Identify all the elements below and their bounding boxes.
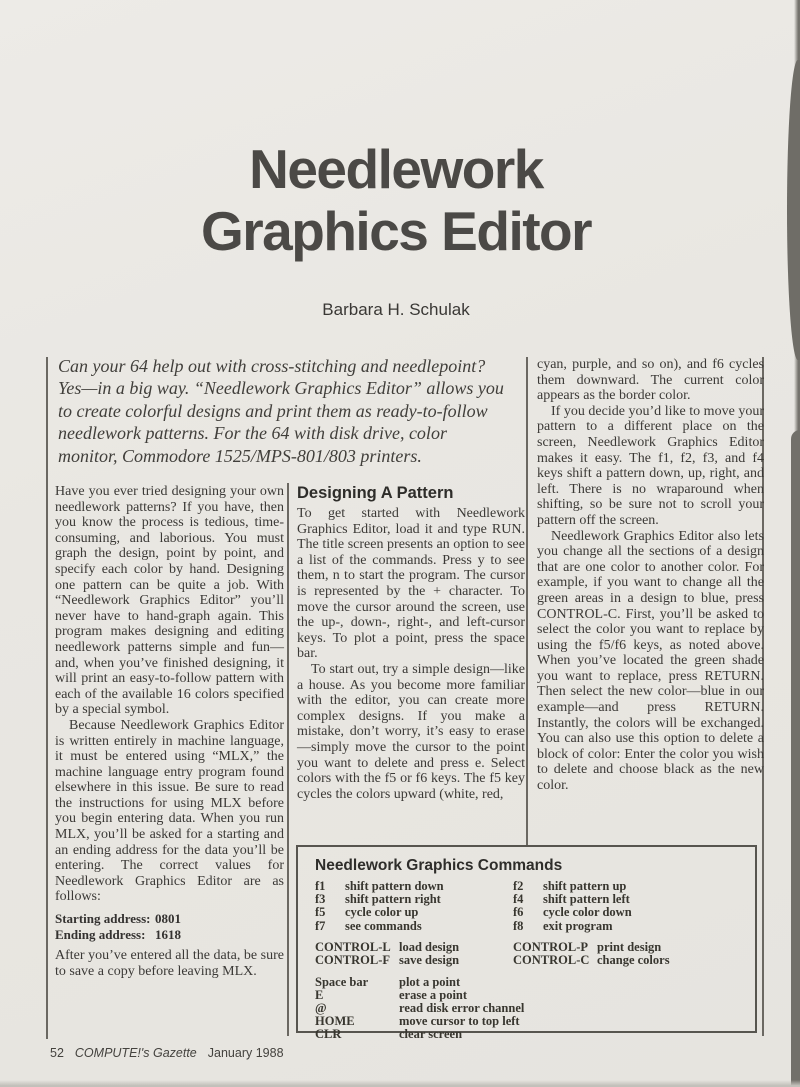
address-row [55, 911, 284, 927]
body-column-1 [55, 484, 284, 979]
command-action: read disk error channel [399, 1001, 525, 1016]
command-key: CONTROL-P [513, 939, 588, 954]
command-action: move cursor to top left [399, 1013, 520, 1028]
page-footer [50, 1046, 284, 1060]
address-row [55, 927, 284, 943]
page-edge-shadow-bottom [0, 1080, 800, 1087]
command-action: exit program [543, 918, 613, 933]
byline: Barbara H. Schulak [322, 300, 470, 319]
command-row [315, 906, 513, 919]
command-row [513, 920, 747, 933]
command-key: f1 [315, 879, 326, 893]
command-key: f5 [315, 905, 326, 920]
command-action: save design [399, 953, 460, 968]
page-number: 52 [50, 1046, 64, 1060]
body-column-3 [537, 357, 764, 794]
command-action: clear screen [399, 1026, 463, 1041]
command-key: CONTROL-L [315, 939, 391, 954]
command-key: CONTROL-C [513, 953, 590, 968]
command-action: shift pattern down [345, 879, 444, 893]
command-row [315, 976, 747, 989]
address-value: 1618 [155, 927, 181, 943]
issue-date: January 1988 [207, 1046, 284, 1060]
paragraph: After you’ve entered all the data, be sure to save a copy before leaving MLX. [55, 948, 284, 979]
command-key: CONTROL-F [315, 953, 390, 968]
page-edge-shadow-lower [791, 430, 800, 1087]
command-row [315, 1002, 747, 1015]
command-key: E [315, 988, 324, 1003]
paragraph: If you decide you’d like to move your pattern to a different place on the screen, Needlework Graphics Editor makes it easy. The f1, f2, f3, and f4 keys shift a pattern down, up, right, and left. There is no wraparound when shifting, so be sure not to scroll your pattern off the screen. [537, 403, 764, 528]
commands-box [296, 845, 757, 1041]
command-action: plot a point [399, 975, 461, 990]
command-action: erase a point [399, 988, 468, 1003]
address-label: Starting address: [55, 911, 151, 927]
control-command-grid [315, 941, 747, 967]
command-row [513, 954, 747, 967]
command-row [315, 920, 513, 933]
column-rule-1-2 [287, 483, 289, 1036]
paragraph: Because Needlework Graphics Editor is written entirely in machine language, it must be entered using “MLX,” the machine language entry program found elsewhere in this issue. Be sure to read the instructions for using MLX before you begin entering data. When you run MLX, you’ll be asked for a starting and an ending address for the data you’ll be entering. The correct values for Needlework Graphics Editor are as follows: [55, 717, 284, 905]
article-title-line2: Graphics Editor [200, 200, 592, 262]
command-action: see commands [345, 918, 422, 933]
command-key: f3 [315, 892, 326, 907]
command-action: load design [399, 939, 460, 954]
paragraph: To get started with Needlework Graphics Editor, load it and type RUN. The title screen presents an option to see a list of the commands. Press y to see them, n to start the program. The cursor is represented by the + character. To move the cursor around the screen, use the up-, down-, right-, and left-cursor keys. To plot a point, press the space bar. [297, 506, 525, 662]
command-row [315, 1015, 747, 1028]
command-key: f2 [513, 879, 524, 893]
command-key: @ [315, 1001, 327, 1016]
command-row [315, 954, 513, 967]
command-key: f8 [513, 918, 524, 933]
command-key: Space bar [315, 975, 369, 990]
article-title-line1: Needlework [249, 138, 543, 200]
command-key: f7 [315, 918, 326, 933]
command-action: cycle color down [543, 905, 632, 920]
margin-rule-left [46, 357, 48, 1039]
command-action: cycle color up [345, 905, 419, 920]
paragraph: cyan, purple, and so on), and f6 cycles them downward. The current color appears as the border color. [537, 357, 764, 404]
fkey-command-grid [315, 880, 747, 933]
paragraph: Have you ever tried designing your own needlework patterns? If you have, then you know the process is tedious, time-consuming, and laborious. You must graph the design, point by point, and specify each color by hand. Designing one pattern can be quite a job. With “Needlework Graphics Editor” you’ll never have to hand-graph again. This program makes designing and editing needlework patterns simple and fun—and, when you’ve finished designing, it will print an easy-to-follow pattern with each of the available 16 colors specified by a special symbol. [55, 484, 284, 718]
command-row [315, 1028, 747, 1041]
column-rule-2-3 [526, 357, 528, 845]
command-key: HOME [315, 1013, 355, 1028]
command-action: print design [597, 939, 662, 954]
command-action: shift pattern left [543, 892, 630, 907]
magazine-name: COMPUTE!'s Gazette [74, 1046, 197, 1060]
command-action: shift pattern right [345, 892, 441, 907]
command-key: CLR [315, 1026, 342, 1041]
section-heading: Designing A Pattern [297, 484, 454, 502]
command-row [513, 906, 747, 919]
command-row [315, 989, 747, 1002]
address-value: 0801 [155, 911, 181, 927]
command-key: f6 [513, 905, 524, 920]
command-key: f4 [513, 892, 524, 907]
paragraph: To start out, try a simple design—like a house. As you become more familiar with the editor, you can create more complex designs. If you make a mistake, don’t worry, it’s easy to erase—simply move the cursor to the point you want to delete and press e. Select colors with the f5 or f6 keys. The f5 key cycles the colors upward (white, red, [297, 661, 525, 802]
paragraph: Needlework Graphics Editor also lets you change all the sections of a design that are one color to another color. For example, if you want to change all the green areas in a design to blue, press CONTROL-C. First, you’ll be asked to select the color you want to replace by using the f5/f6 keys, as noted above. When you’ve located the green shade you want to replace, press RETURN. Then select the new color—blue in our example—and press RETURN. Instantly, the colors will be exchanged. You can also use this option to delete a block of color: Enter the color you wish to delete and choose black as the new color. [537, 528, 764, 794]
commands-box-title: Needlework Graphics Commands [315, 857, 563, 874]
body-column-2 [297, 484, 525, 802]
address-label: Ending address: [55, 927, 146, 943]
command-action: change colors [597, 953, 670, 968]
article-deck: Can your 64 help out with cross-stitching and needlepoint? Yes—in a big way. “Needlework Graphics Editor” allows you to create colorful designs and print them as ready-to-follow needlework patterns. For the 64 with disk drive, color monitor, Commodore 1525/MPS-801/803 printers. [58, 356, 504, 466]
mlx-address-block [55, 911, 284, 943]
command-action: shift pattern up [543, 879, 627, 893]
article-title [0, 138, 792, 262]
special-key-list [315, 976, 747, 1041]
